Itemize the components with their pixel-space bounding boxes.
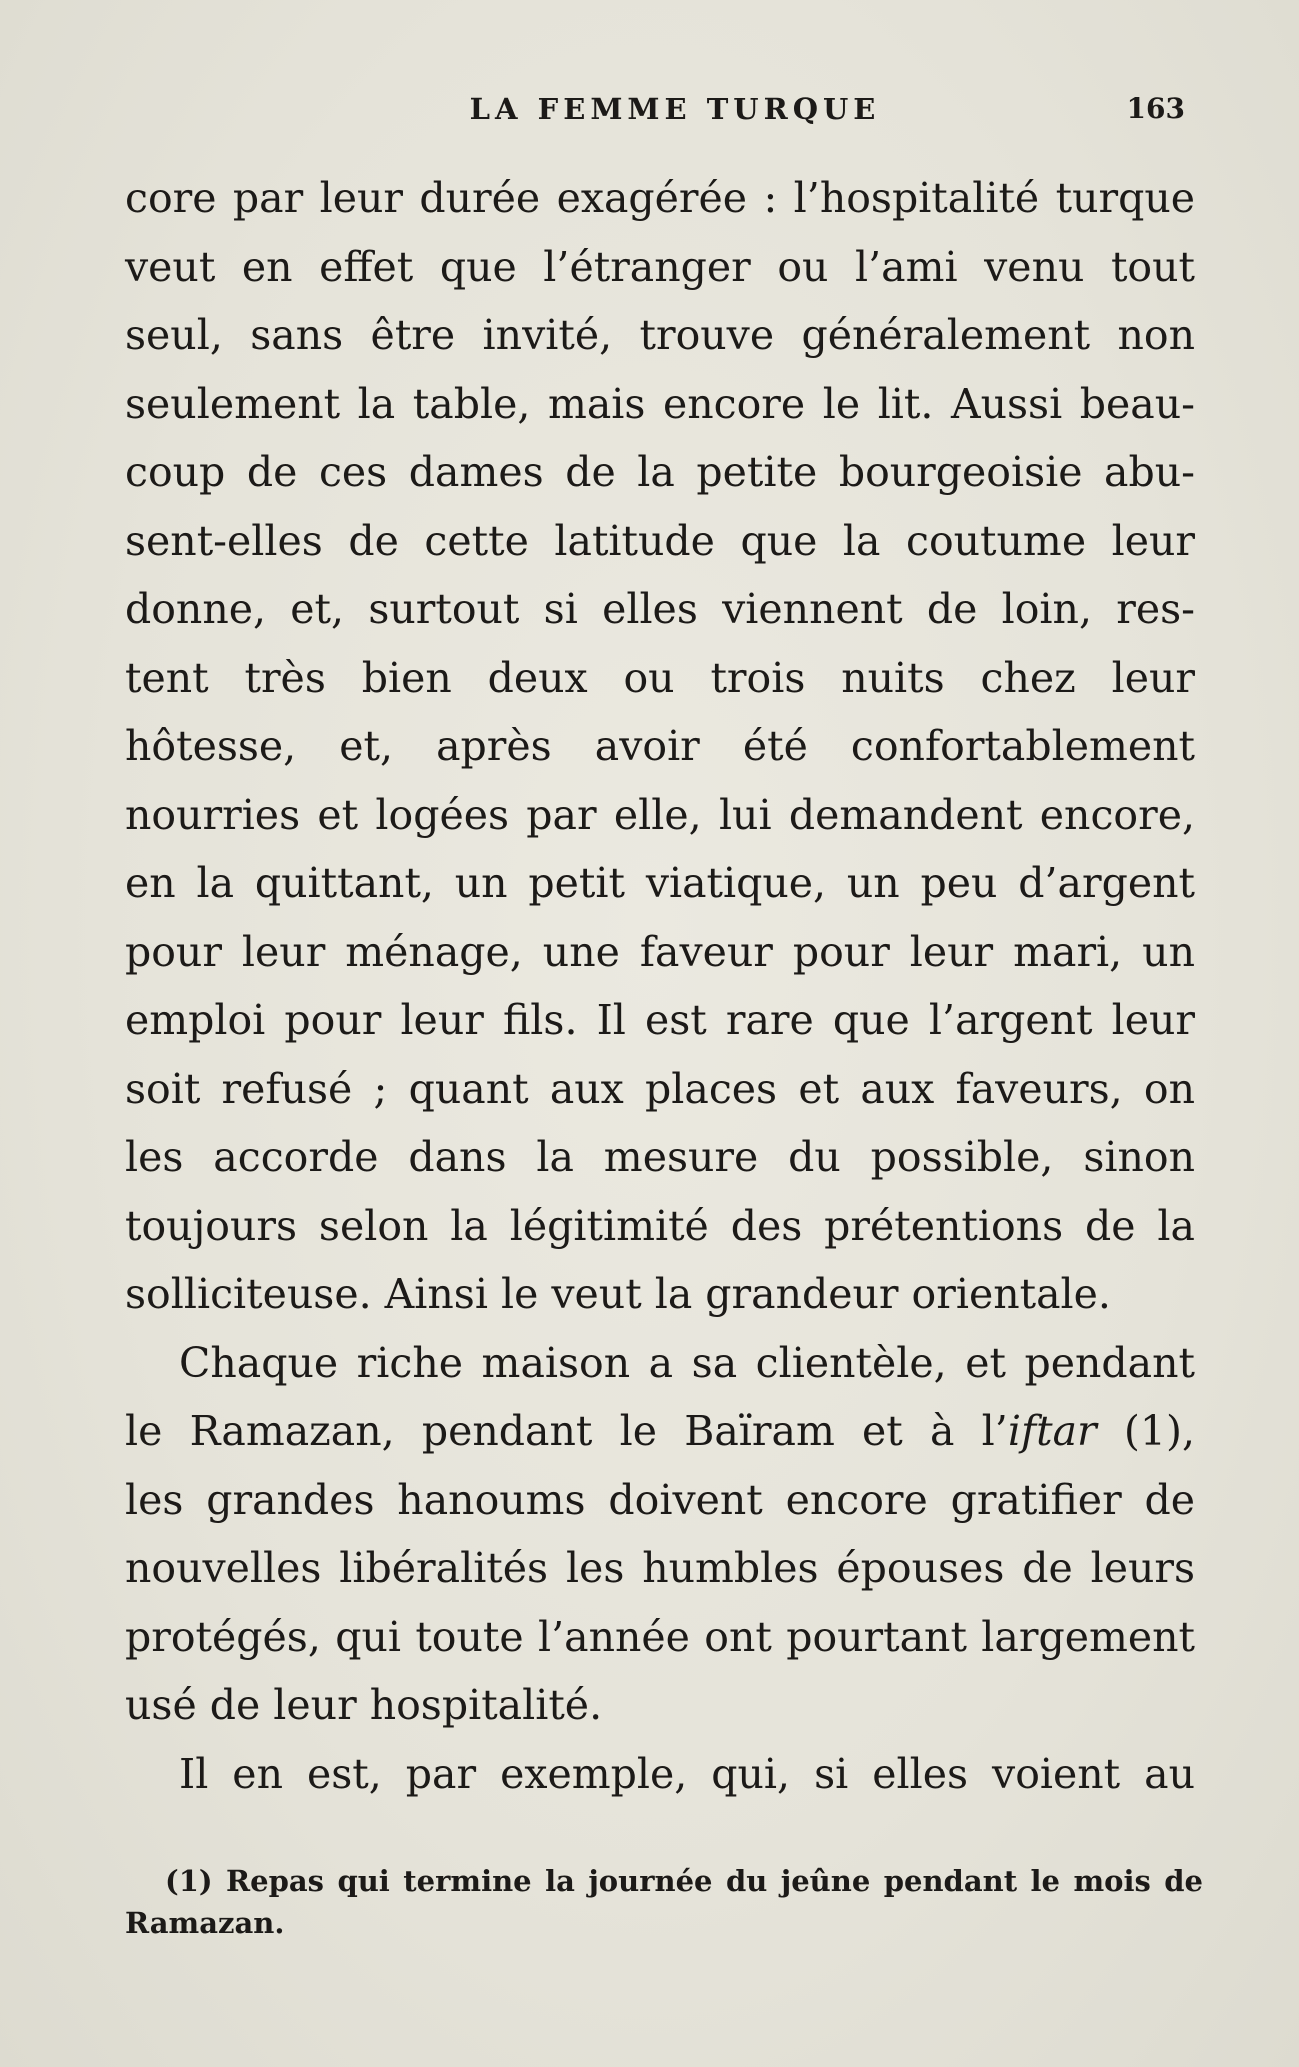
text-line: protégés, qui toute l’année ont pourtant largement: [125, 1612, 1195, 1661]
text-line: nouvelles libéralités les humbles épouses de leurs: [125, 1544, 1195, 1592]
text-line: coup de ces dames de la petite bourgeoisie abu-: [125, 448, 1195, 496]
text-line: soit refusé ; quant aux places et aux faveurs, on: [125, 1064, 1195, 1113]
text-line: emploi pour leur fils. Il est rare que l’argent leur: [125, 996, 1195, 1044]
paragraph-start-line: Chaque riche maison a sa clientèle, et pendant: [179, 1338, 1195, 1387]
paragraph-start-line: Il en est, par exemple, qui, si elles voient au: [179, 1749, 1195, 1798]
text-line: seulement la table, mais encore le lit. Aussi beau-: [125, 379, 1195, 428]
text-line: hôtesse, et, après avoir été confortablement: [125, 722, 1195, 770]
text-line: les grandes hanoums doivent encore gratifier de: [125, 1475, 1195, 1524]
text-line: sent-elles de cette latitude que la coutume leur: [125, 516, 1195, 565]
text-segment: le Ramazan, pendant le Baïram et à l’: [125, 1407, 1008, 1455]
main-text: [125, 164, 1195, 1808]
footnote: [125, 1860, 1203, 1944]
text-line: donne, et, surtout si elles viennent de loin, res-: [125, 585, 1195, 633]
text-line: en la quittant, un petit viatique, un peu d’argent: [125, 859, 1195, 907]
text-line: tent très bien deux ou trois nuits chez leur: [125, 653, 1195, 702]
text-line: nourries et logées par elle, lui demandent encore,: [125, 790, 1195, 839]
text-line: solliciteuse. Ainsi le veut la grandeur orientale.: [125, 1270, 1111, 1318]
italic-term: iftar: [1007, 1407, 1097, 1455]
text-line: pour leur ménage, une faveur pour leur mari, un: [125, 927, 1195, 976]
text-line: veut en effet que l’étranger ou l’ami venu tout: [125, 242, 1195, 291]
text-line: toujours selon la légitimité des prétentions de la: [125, 1201, 1195, 1250]
running-title: LA FEMME TURQUE: [469, 92, 881, 126]
text-line: usé de leur hospitalité.: [125, 1681, 603, 1729]
text-line: core par leur durée exagérée : l’hospitalité turque: [125, 174, 1195, 222]
footnote-line: Ramazan.: [125, 1906, 285, 1940]
page-number: 163: [1126, 92, 1185, 125]
footnote-line: (1) Repas qui termine la journée du jeûne pendant le mois de: [165, 1864, 1203, 1898]
text-line-with-italic: [125, 1397, 1195, 1466]
text-line: seul, sans être invité, trouve généralement non: [125, 311, 1195, 359]
page-header: [125, 92, 1185, 142]
text-line: les accorde dans la mesure du possible, sinon: [125, 1133, 1195, 1181]
footnote-ref: (1),: [1096, 1407, 1195, 1455]
